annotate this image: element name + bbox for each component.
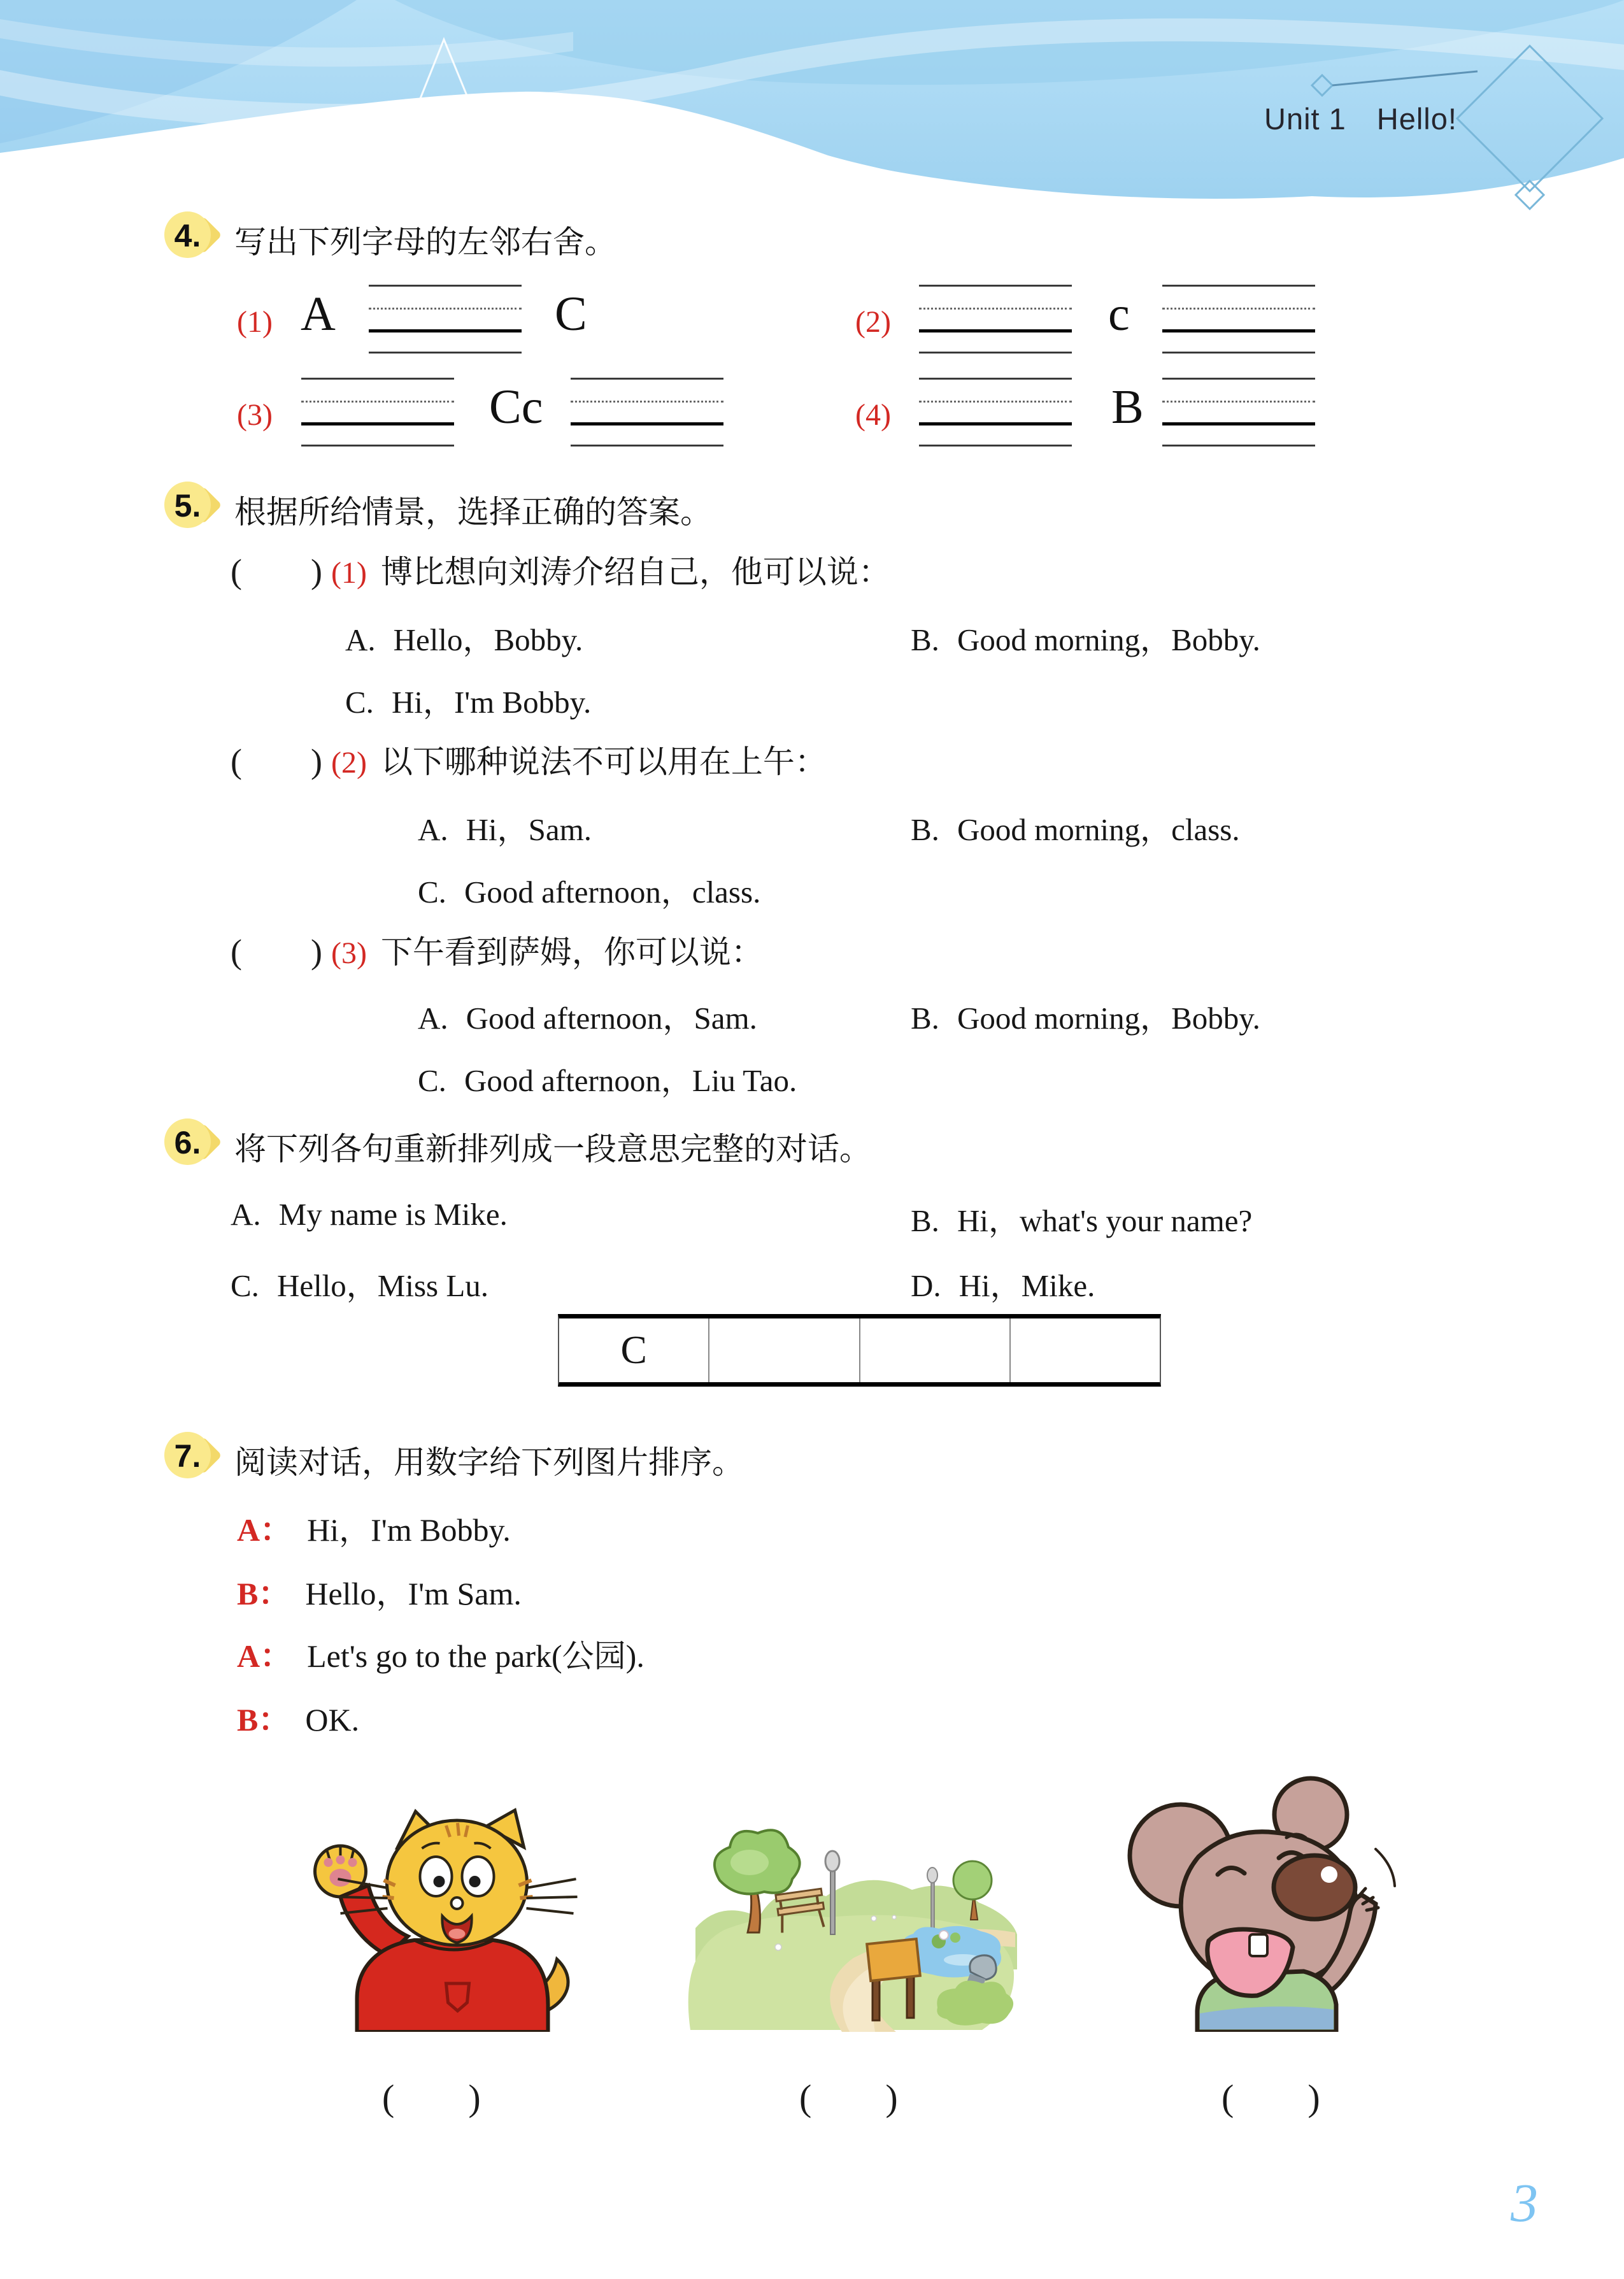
question7-number: 7.	[174, 1438, 201, 1474]
dialogue-text: Hi，I'm Bobby.	[307, 1512, 511, 1548]
sub2-number: (2)	[331, 746, 367, 780]
dialogue-line-3	[237, 1631, 645, 1676]
option-label: B.	[911, 812, 939, 847]
option-text: Hi，I'm Bobby.	[391, 685, 592, 720]
option-a	[418, 805, 592, 850]
option-text: My name is Mike.	[278, 1197, 508, 1232]
writing-grid-blank[interactable]	[571, 378, 723, 447]
writing-grid-blank[interactable]	[369, 285, 522, 354]
option-c	[418, 1056, 797, 1101]
waving-cat-illustration	[261, 1808, 595, 2032]
option-text: Good afternoon，Sam.	[466, 1001, 757, 1036]
option-text: Hi，Mike.	[958, 1268, 1095, 1303]
dialogue-line-1	[237, 1504, 511, 1550]
unit-title: Unit 1 Hello!	[1264, 102, 1457, 136]
page-number: 3	[1511, 2172, 1538, 2233]
sub1-prompt: 博比想向刘涛介绍自己，他可以说：	[380, 554, 890, 590]
writing-grid-blank[interactable]	[1162, 378, 1315, 447]
option-label: C.	[418, 875, 446, 910]
item-1-letter-left: A	[301, 287, 336, 341]
sub2-prompt: 以下哪种说法不可以用在上午：	[380, 744, 827, 780]
question7-title: 阅读对话，用数字给下列图片排序。	[234, 1445, 744, 1480]
writing-grid-blank[interactable]	[301, 378, 454, 447]
option-label: C.	[345, 685, 374, 720]
item-2-letter: c	[1108, 287, 1130, 341]
answer-parentheses[interactable]: ( )	[231, 742, 322, 780]
answer-parentheses[interactable]: ( )	[382, 2077, 481, 2118]
option-label: B.	[911, 622, 939, 657]
option-text: Good afternoon，class.	[464, 875, 761, 910]
answer-parentheses[interactable]: ( )	[1222, 2077, 1320, 2118]
sub3-number: (3)	[331, 936, 367, 970]
option-label: A.	[418, 1001, 448, 1036]
question5-number: 5.	[174, 488, 201, 524]
option-b	[911, 805, 1240, 850]
dialogue-line-4	[237, 1694, 359, 1740]
option-text: Good morning，Bobby.	[957, 1001, 1260, 1036]
waving-mouse-illustration	[1122, 1774, 1402, 2032]
option-c	[345, 678, 591, 722]
question7-badge	[164, 1432, 214, 1479]
item-2-number: (2)	[855, 305, 891, 339]
answer-parentheses[interactable]: ( )	[231, 552, 322, 590]
speaker-label: A：	[237, 1512, 292, 1548]
question5-title: 根据所给情景，选择正确的答案。	[234, 494, 712, 530]
option-text: Good morning，class.	[957, 812, 1240, 847]
speaker-label: B：	[237, 1576, 290, 1611]
option-label: D.	[911, 1268, 941, 1303]
option-text: Hi，Sam.	[466, 812, 592, 847]
option-b	[911, 994, 1260, 1038]
question4-title: 写出下列字母的左邻右舍。	[234, 224, 616, 260]
writing-grid-blank[interactable]	[919, 285, 1072, 354]
item-3-letter: Cc	[489, 380, 543, 434]
dialogue-text: OK.	[305, 1702, 360, 1738]
question5-badge	[164, 482, 214, 529]
option-a	[418, 994, 757, 1038]
question4-number: 4.	[174, 218, 201, 254]
option-b	[911, 615, 1260, 660]
option-text: Hello，Bobby.	[393, 622, 583, 657]
question6-badge	[164, 1118, 214, 1166]
question5-sub3	[231, 924, 763, 973]
dialogue-text: Hello，I'm Sam.	[305, 1576, 522, 1611]
park-scene-illustration	[683, 1817, 1020, 2032]
answer-cell-2[interactable]	[709, 1318, 860, 1382]
dialogue-text: Let's go to the park(公园).	[307, 1638, 645, 1674]
option-text: Good afternoon，Liu Tao.	[464, 1063, 797, 1098]
option-c	[418, 868, 760, 912]
item-3-number: (3)	[237, 398, 273, 432]
item-1-letter-right: C	[555, 287, 587, 341]
item-1-number: (1)	[237, 305, 273, 339]
question6-title: 将下列各句重新排列成一段意思完整的对话。	[234, 1131, 871, 1167]
answer-cell-1[interactable]: C	[559, 1318, 709, 1382]
answer-cell-3[interactable]	[860, 1318, 1011, 1382]
sub3-prompt: 下午看到萨姆，你可以说：	[380, 934, 763, 970]
writing-grid-blank[interactable]	[919, 378, 1072, 447]
speaker-label: A：	[237, 1638, 292, 1674]
option-text: Good morning，Bobby.	[957, 622, 1260, 657]
question4-badge	[164, 211, 214, 259]
dialogue-line-2	[237, 1568, 522, 1614]
option-label: C.	[418, 1063, 446, 1098]
item-4-number: (4)	[855, 398, 891, 432]
option-label: C.	[231, 1268, 259, 1303]
option-a	[231, 1196, 508, 1232]
question6-number: 6.	[174, 1125, 201, 1161]
writing-grid-blank[interactable]	[1162, 285, 1315, 354]
option-text: Hello，Miss Lu.	[276, 1268, 489, 1303]
option-label: A.	[345, 622, 376, 657]
item-4-letter: B	[1111, 380, 1144, 434]
answer-order-table	[558, 1314, 1161, 1387]
option-d	[911, 1261, 1095, 1306]
option-text: Hi，what's your name?	[957, 1203, 1253, 1238]
question5-sub1	[231, 544, 890, 593]
answer-parentheses[interactable]: ( )	[231, 932, 322, 971]
option-label: A.	[231, 1197, 261, 1232]
option-label: B.	[911, 1001, 939, 1036]
option-label: A.	[418, 812, 448, 847]
option-b	[911, 1196, 1252, 1241]
question5-sub2	[231, 734, 827, 783]
option-a	[345, 615, 583, 660]
sub1-number: (1)	[331, 556, 367, 590]
answer-parentheses[interactable]: ( )	[799, 2077, 898, 2118]
option-c	[231, 1261, 488, 1306]
answer-cell-4[interactable]	[1011, 1318, 1160, 1382]
speaker-label: B：	[237, 1702, 290, 1738]
option-label: B.	[911, 1203, 939, 1238]
